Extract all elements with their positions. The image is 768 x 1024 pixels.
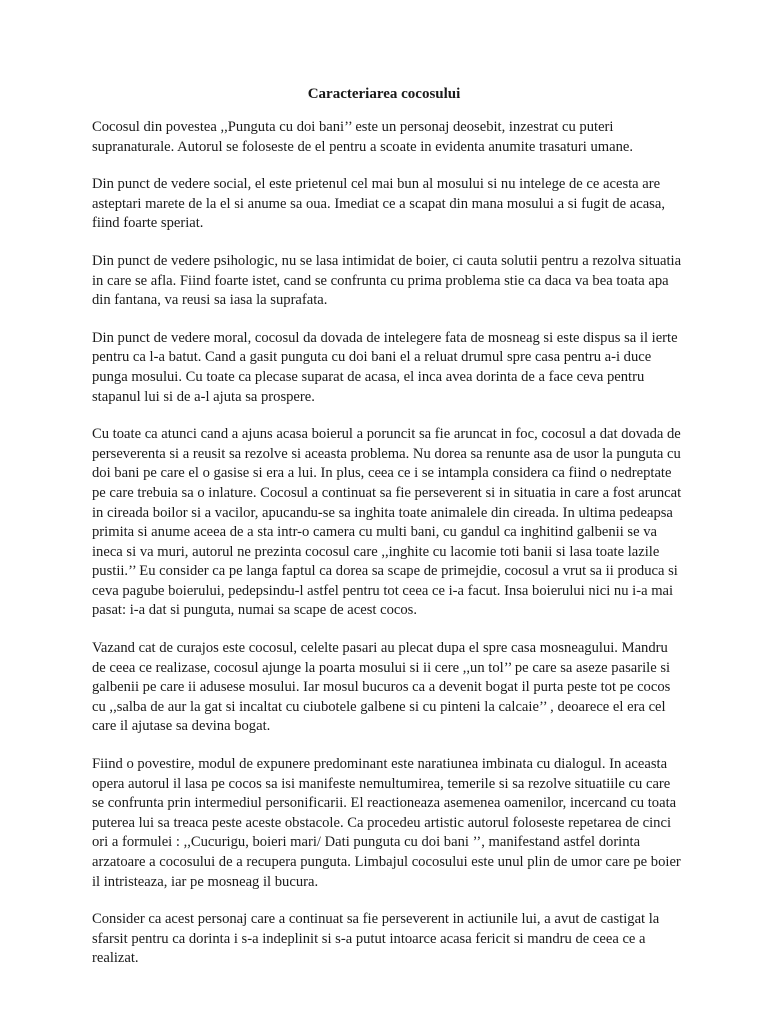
paragraph: Vazand cat de curajos este cocosul, celelte pasari au plecat dupa el spre casa mosneagului. Mandru de ceea ce realizase, cocosul ajunge la poarta mosului si ii cere ,,un tol’’ pe care sa aseze pasarile si galbenii pe care ii adusese mosului. Iar mosul bucuros ca a devenit bogat il purta peste tot pe cocos cu ,,salba de aur la gat si incaltat cu ciubotele galbene si cu pinteni la calcaie’’ , deoarece el era cel care il ajutase sa devina bogat.: [92, 640, 671, 735]
paragraph: Consider ca acest personaj care a continuat sa fie perseverent in actiunile lui, a avut de castigat la sfarsit pentru ca dorinta i s-a indeplinit si s-a putut intoarce acasa fericit si mandru de ceea ce a realizat.: [92, 911, 660, 967]
paragraph: Cu toate ca atunci cand a ajuns acasa boierul a poruncit sa fie aruncat in foc, cocosul a dat dovada de perseverenta si a reusit sa rezolve si aceasta problema. Nu dorea sa renunte asa de usor la punguta cu doi bani pe care el o gasise si era a lui. In plus, ceea ce i se intampla considera ca fiind o nedreptate pe care trebuia sa o inlature. Cocosul a continuat sa fie perseverent si in situatia in care a fost aruncat in cireada boilor si a vacilor, apucandu-se sa inghita toate animalele din cireada. In ultima pedeapsa primita si anume aceea de a sta intr-o camera cu multi bani, cu gandul ca inghitind galbenii se va ineca si va muri, autorul ne prezinta cocosul care ,,inghite cu lacomie toti banii si lasa toate lazile pustii.’’ Eu consider ca pe langa faptul ca dorea sa scape de primejdie, cocosul a vrut sa ii produca si ceva pagube boierului, pedepsindu-l astfel pentru tot ceea ce i-a facut. Insa boierului nici nu i-a mai pasat: i-a dat si punguta, numai sa scape de acest cocos.: [92, 426, 682, 619]
paragraph: Din punct de vedere psihologic, nu se lasa intimidat de boier, ci cauta solutii pentru a rezolva situatia in care se afla. Fiind foarte istet, cand se confrunta cu prima problema stie ca daca va bea toata apa din fantana, va reusi sa iasa la suprafata.: [92, 252, 682, 309]
paragraph: Din punct de vedere moral, cocosul da dovada de intelegere fata de mosneag si este dispus sa il ierte pentru ca l-a batut. Cand a gasit punguta cu doi bani el a reluat drumul spre casa pentru a-i duce punga mosului. Cu toate ca plecase suparat de acasa, el inca avea dorinta de a face ceva pentru stapanul lui si de a-l ajuta sa prospere.: [92, 329, 678, 405]
paragraph: Cocosul din povestea ,,Punguta cu doi bani’’ este un personaj deosebit, inzestrat cu puteri supranaturale. Autorul se foloseste de el pentru a scoate in evidenta anumite trasaturi umane.: [92, 119, 633, 155]
document-title: Caracteriarea cocosului: [307, 86, 461, 102]
paragraph: Fiind o povestire, modul de expunere predominant este naratiunea imbinata cu dialogul. In aceasta opera autorul il lasa pe cocos sa isi manifeste nemultumirea, temerile si sa rezolve situatiile cu care se confrunta prin intermediul personificarii. El reactioneaza asemenea oamenilor, incercand cu toata puterea lui sa treaca peste aceste obstacole. Ca procedeu artistic autorul foloseste repetarea de cinci ori a formulei : ,,Cucurigu, boieri mari/ Dati punguta cu doi bani ’’, manifestand astfel dorinta arzatoare a cocosului de a recupera punguta. Limbajul cocosului este unul plin de umor care pe boier il intristeaza, iar pe mosneag il bucura.: [92, 756, 681, 890]
paragraph: Din punct de vedere social, el este prietenul cel mai bun al mosului si nu intelege de ce acesta are asteptari marete de la el si anume sa oua. Imediat ce a scapat din mana mosului a si fugit de acasa, fiind foarte speriat.: [92, 176, 665, 232]
document-body: [92, 118, 682, 987]
